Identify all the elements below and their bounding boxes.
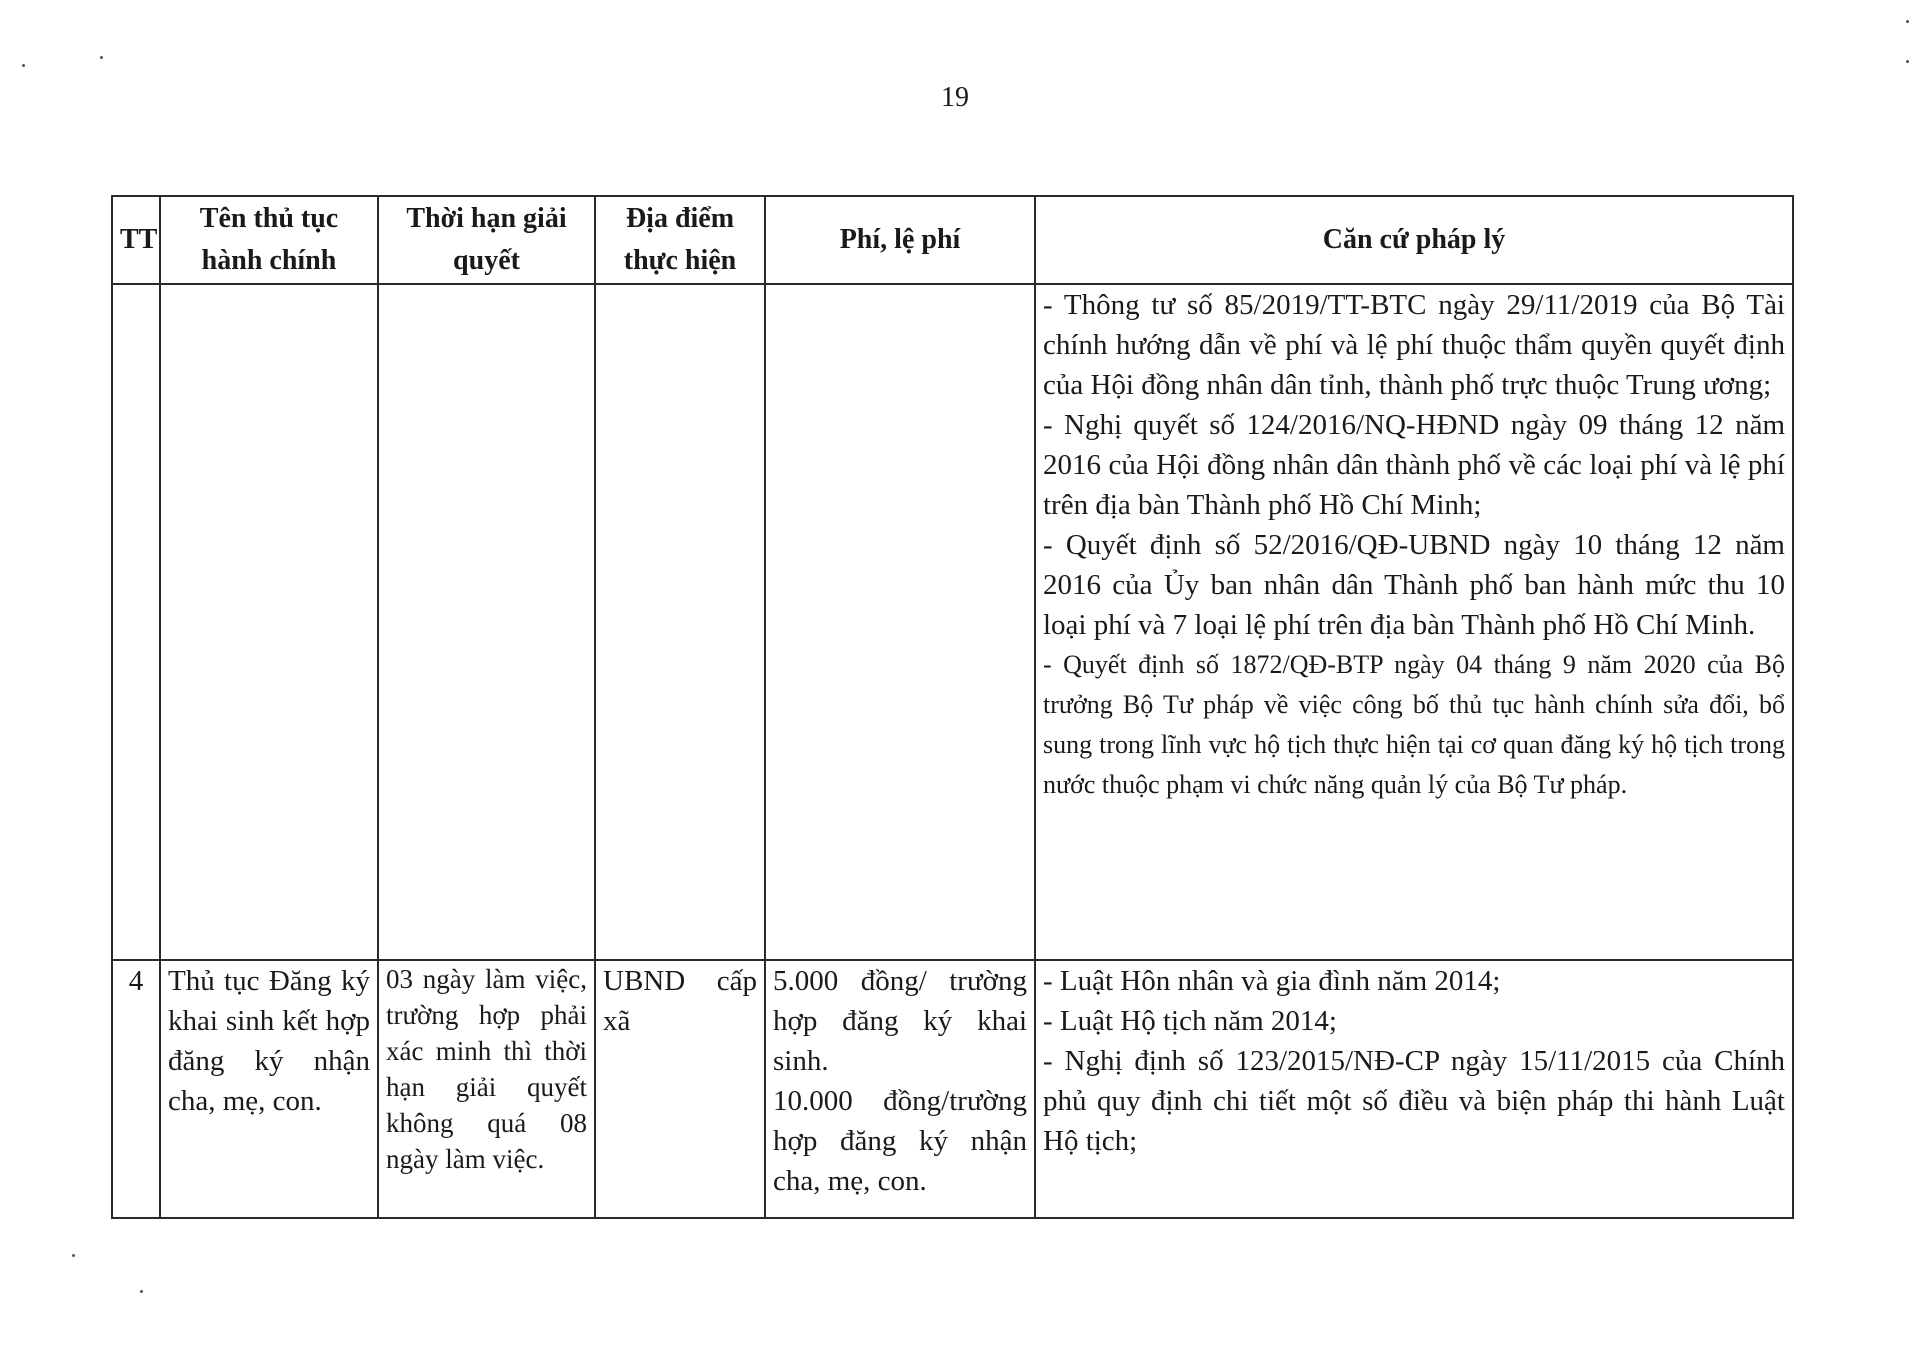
legal-basis-item: - Quyết định số 1872/QĐ-BTP ngày 04 tháng 9 năm 2020 của Bộ trưởng Bộ Tư pháp về việc công bố thủ tục hành chính sửa đổi, bổ sung trong lĩnh vực hộ tịch thực hiện tại cơ quan đăng ký hộ tịch trong nước thuộc phạm vi chức năng quản lý của Bộ Tư pháp. [1043, 650, 1785, 799]
cell-fees [765, 284, 1035, 960]
scan-speck [1906, 60, 1909, 63]
cell-processing-time [378, 284, 595, 960]
cell-processing-time: 03 ngày làm việc, trường hợp phải xác minh thì thời hạn giải quyết không quá 08 ngày làm việc. [378, 960, 595, 1218]
legal-basis-item: - Quyết định số 52/2016/QĐ-UBND ngày 10 tháng 12 năm 2016 của Ủy ban nhân dân Thành phố ban hành mức thu 10 loại phí và 7 loại lệ phí trên địa bàn Thành phố Hồ Chí Minh. [1043, 529, 1785, 641]
cell-legal-basis [1035, 284, 1793, 960]
cell-location: UBND cấp xã [595, 960, 765, 1218]
fee-item: 10.000 đồng/trường hợp đăng ký nhận cha, mẹ, con. [773, 1085, 1027, 1197]
scan-speck [1906, 20, 1909, 23]
legal-basis-item: - Nghị định số 123/2015/NĐ-CP ngày 15/11/2015 của Chính phủ quy định chi tiết một số điều và biện pháp thi hành Luật Hộ tịch; [1043, 1045, 1785, 1157]
scan-speck [100, 56, 103, 59]
table-row-continued [112, 284, 1793, 960]
page-number: 19 [941, 82, 969, 113]
table-header-row [112, 196, 1793, 284]
cell-tt [112, 284, 160, 960]
scan-speck [72, 1254, 75, 1257]
scan-speck [140, 1290, 143, 1293]
legal-basis-item: - Nghị quyết số 124/2016/NQ-HĐND ngày 09 tháng 12 năm 2016 của Hội đồng nhân dân thành phố về các loại phí và lệ phí trên địa bàn Thành phố Hồ Chí Minh; [1043, 409, 1785, 521]
procedures-table [111, 195, 1794, 1219]
cell-tt: 4 [112, 960, 160, 1218]
header-tt: TT [112, 196, 160, 284]
cell-location [595, 284, 765, 960]
cell-procedure-name: Thủ tục Đăng ký khai sinh kết hợp đăng ký nhận cha, mẹ, con. [160, 960, 378, 1218]
header-location: Địa điểm thực hiện [595, 196, 765, 284]
legal-basis-item: - Luật Hôn nhân và gia đình năm 2014; [1043, 965, 1501, 997]
header-fees: Phí, lệ phí [765, 196, 1035, 284]
legal-basis-item: - Thông tư số 85/2019/TT-BTC ngày 29/11/2019 của Bộ Tài chính hướng dẫn về phí và lệ phí thuộc thẩm quyền quyết định của Hội đồng nhân dân tỉnh, thành phố trực thuộc Trung ương; [1043, 289, 1785, 401]
table-row [112, 960, 1793, 1218]
scan-speck [22, 64, 25, 67]
cell-procedure-name [160, 284, 378, 960]
header-processing-time: Thời hạn giải quyết [378, 196, 595, 284]
header-legal-basis: Căn cứ pháp lý [1035, 196, 1793, 284]
cell-legal-basis [1035, 960, 1793, 1218]
cell-fees [765, 960, 1035, 1218]
legal-basis-item: - Luật Hộ tịch năm 2014; [1043, 1005, 1337, 1037]
fee-item: 5.000 đồng/ trường hợp đăng ký khai sinh. [773, 965, 1027, 1077]
header-procedure-name: Tên thủ tục hành chính [160, 196, 378, 284]
